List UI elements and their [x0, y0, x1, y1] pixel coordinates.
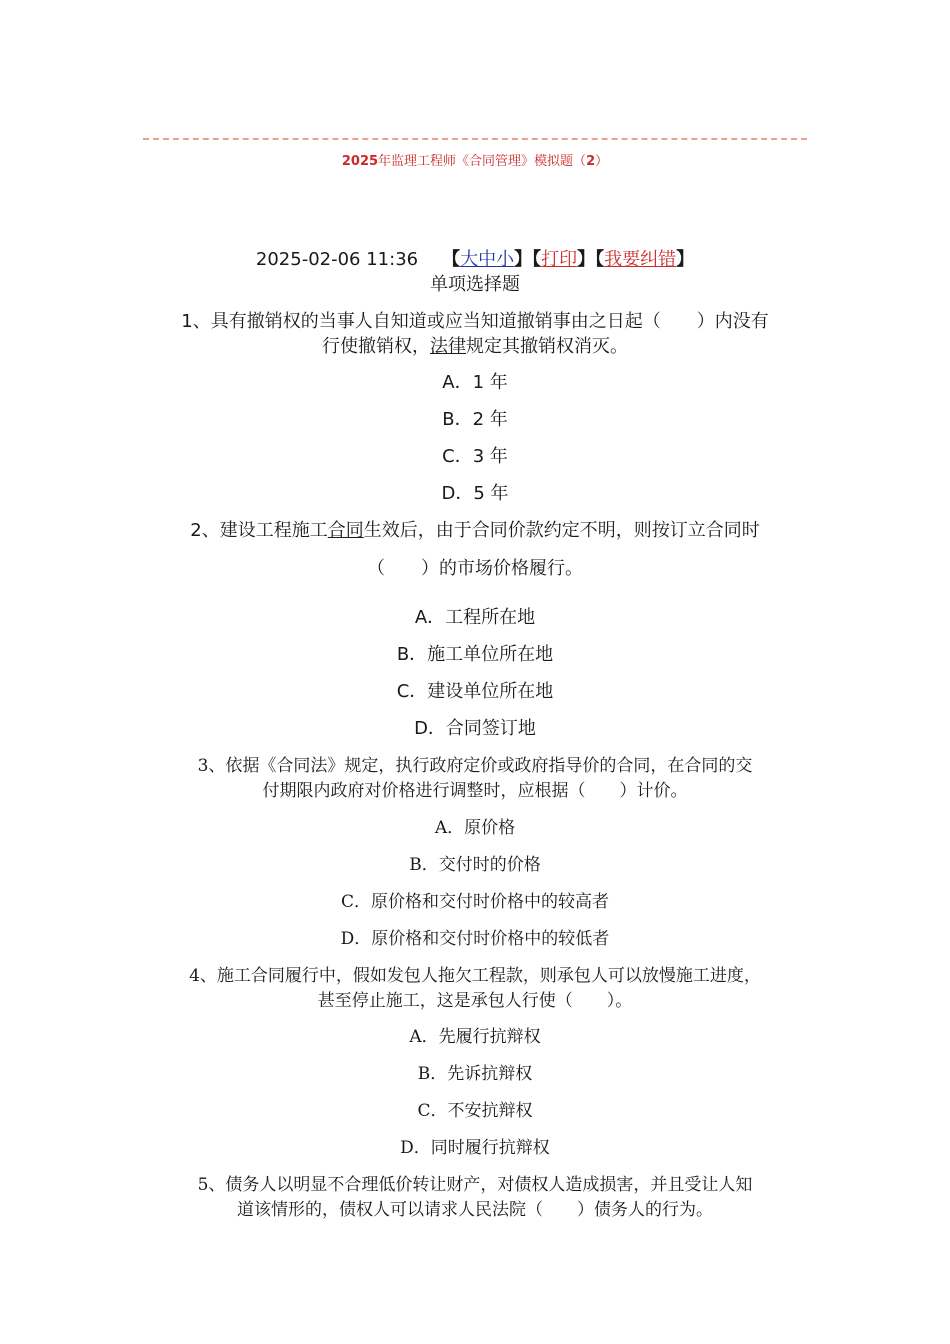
title-number: 2 [586, 154, 596, 169]
question-3-option-a: A．原价格 [434, 818, 516, 838]
question-2-option-b: B．施工单位所在地 [396, 644, 554, 665]
question-2-option-d: D．合同签订地 [414, 718, 536, 739]
question-2-option-c: C．建设单位所在地 [396, 681, 554, 702]
question-3-option-d: D．原价格和交付时价格中的较低者 [340, 929, 610, 949]
question-2-line-2: （ ）的市场价格履行。 [367, 558, 583, 579]
question-3-line-1: 3、依据《合同法》规定，执行政府定价或政府指导价的合同，在合同的交 [197, 756, 753, 776]
title-year: 2025 [341, 154, 379, 169]
question-1-option-b: B．2 年 [442, 409, 508, 430]
section-heading: 单项选择题 [430, 274, 520, 295]
question-3-option-b: B．交付时的价格 [409, 855, 541, 875]
question-2-option-a: A．工程所在地 [414, 607, 536, 628]
dashed-divider [143, 138, 807, 140]
question-4-option-b: B．先诉抗辩权 [417, 1064, 533, 1084]
question-4-line-2: 甚至停止施工，这是承包人行使（ ）。 [317, 991, 633, 1011]
question-1-line-2: 行使撤销权，法律规定其撤销权消灭。 [322, 336, 628, 357]
question-4-option-a: A．先履行抗辩权 [409, 1027, 541, 1047]
title-main: 年监理工程师《合同管理》模拟题（ [378, 154, 587, 169]
question-4-option-d: D．同时履行抗辩权 [400, 1138, 550, 1158]
question-3-option-c: C．原价格和交付时价格中的较高者 [340, 892, 609, 912]
question-3-line-2: 付期限内政府对价格进行调整时，应根据（ ）计价。 [262, 781, 688, 801]
print-link[interactable]: 打印 [541, 249, 578, 270]
question-4-option-c: C．不安抗辩权 [417, 1101, 533, 1121]
question-1-option-c: C．3 年 [442, 446, 508, 467]
question-5-line-1: 5、债务人以明显不合理低价转让财产，对债权人造成损害，并且受让人知 [197, 1175, 753, 1195]
title-end: ） [595, 154, 609, 169]
report-error-link[interactable]: 我要纠错 [604, 249, 677, 270]
question-1-option-a: A．1 年 [442, 372, 508, 393]
question-5-line-2: 道该情形的，债权人可以请求人民法院（ ）债务人的行为。 [237, 1200, 713, 1220]
question-1-option-d: D．5 年 [441, 483, 509, 504]
article-meta: 2025-02-06 11:36 【大中小】【打印】【我要纠错】 [255, 249, 695, 270]
question-1-line-1: 1、具有撤销权的当事人自知道或应当知道撤销事由之日起（ ）内没有 [181, 311, 769, 332]
question-2-line-1: 2、建设工程施工合同生效后，由于合同价款约定不明，则按订立合同时 [190, 520, 760, 541]
contract-link[interactable]: 合同 [327, 520, 364, 541]
question-4-line-1: 4、施工合同履行中，假如发包人拖欠工程款，则承包人可以放慢施工进度， [189, 966, 761, 986]
page-title [0, 150, 950, 169]
publish-datetime: 2025-02-06 11:36 [255, 249, 419, 270]
font-size-link[interactable]: 大中小 [460, 249, 515, 270]
law-link[interactable]: 法律 [430, 336, 466, 357]
